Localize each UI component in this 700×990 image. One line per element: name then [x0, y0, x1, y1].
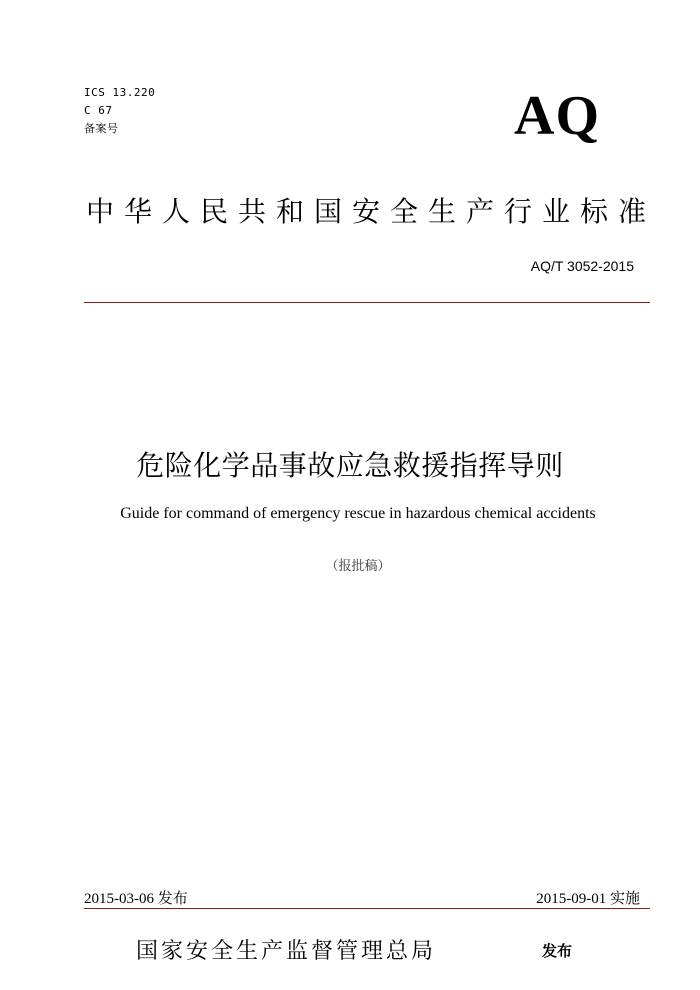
issue-label: 发布: [542, 942, 573, 960]
standard-category: 中华人民共和国安全生产行业标准: [86, 195, 657, 228]
document-title-zh: 危险化学品事故应急救援指挥导则: [136, 449, 564, 482]
standard-number: AQ/T 3052-2015: [530, 258, 634, 274]
issuing-authority: 国家安全生产监督管理总局: [136, 939, 437, 964]
aq-logo: AQ: [514, 85, 600, 147]
filing-number: 备案号: [84, 122, 119, 135]
draft-status: （报批稿）: [325, 559, 391, 574]
publish-date: 2015-03-06 发布: [84, 891, 188, 907]
footer-rule: [84, 908, 650, 909]
document-title-en: Guide for command of emergency rescue in hazardous chemical accidents: [120, 505, 596, 522]
header-rule: [84, 302, 650, 303]
implement-date: 2015-09-01 实施: [536, 891, 640, 907]
ics-code: ICS 13.220: [84, 86, 156, 99]
ccs-code: C 67: [84, 104, 113, 117]
